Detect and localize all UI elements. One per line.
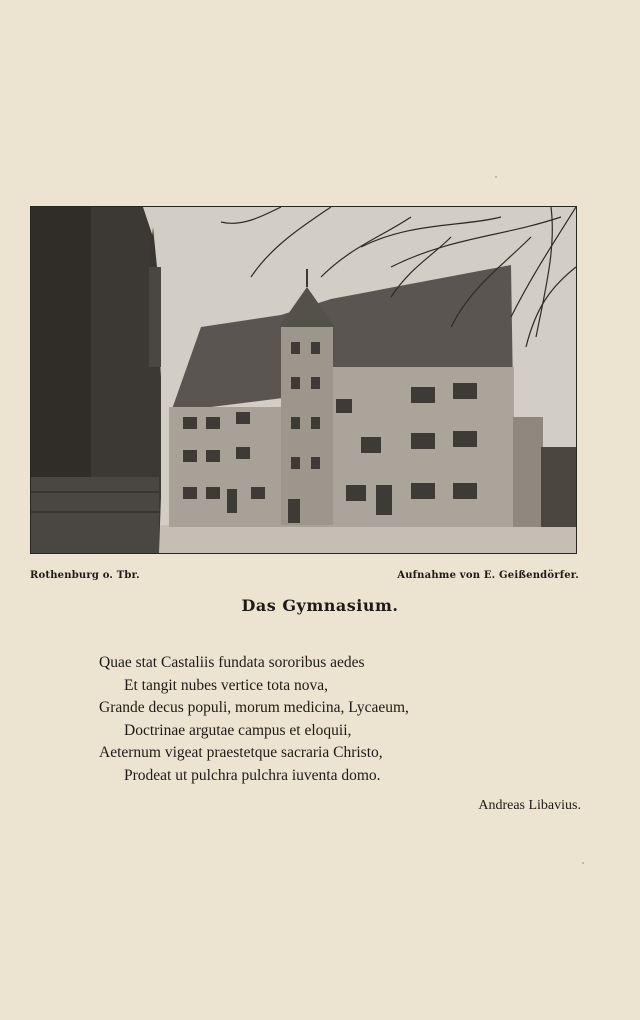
paper-speck — [582, 862, 584, 864]
page-title: Das Gymnasium. — [241, 596, 399, 615]
poem-line: Aeternum vigeat praestetque sacraria Christo, — [99, 744, 383, 761]
poem-line: Doctrinae argutae campus et eloquii, — [124, 721, 352, 739]
paper-speck — [495, 176, 497, 178]
poem-author: Andreas Libavius. — [478, 798, 581, 813]
poem-line: Quae stat Castaliis fundata sororibus aedes — [99, 654, 365, 671]
poem-line: Prodeat ut pulchra pulchra iuventa domo. — [124, 766, 381, 784]
gymnasium-photo — [30, 206, 577, 554]
photo-location-caption: Rothenburg o. Tbr. — [30, 570, 140, 581]
poem-line: Grande decus populi, morum medicina, Lycaeum, — [99, 699, 409, 716]
photo-credit-caption: Aufnahme von E. Geißendörfer. — [397, 570, 579, 581]
poem-line: Et tangit nubes vertice tota nova, — [124, 676, 329, 694]
poem — [99, 652, 409, 787]
